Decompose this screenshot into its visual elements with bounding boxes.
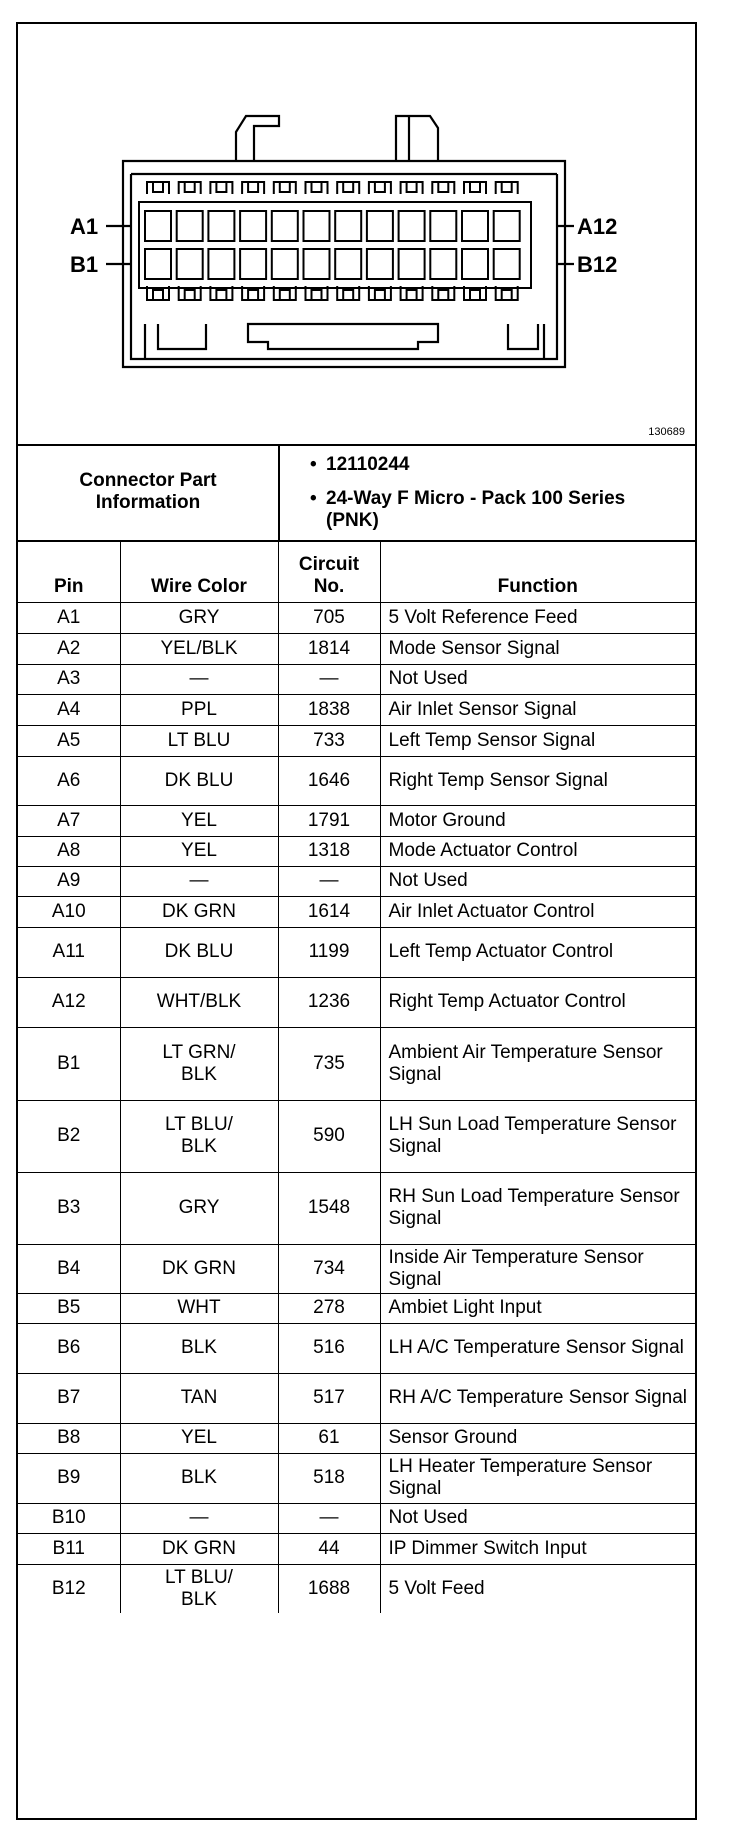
- function-cell: Not Used: [380, 866, 695, 896]
- wire-color-cell: YEL/BLK: [120, 633, 278, 664]
- cavity-b: [430, 249, 456, 279]
- circuit-cell: 44: [278, 1533, 380, 1564]
- circuit-cell: 1548: [278, 1172, 380, 1244]
- pin-cell: B8: [18, 1423, 120, 1453]
- cavity-b: [399, 249, 425, 279]
- wire-color-cell: —: [120, 1503, 278, 1533]
- pin-cell: B9: [18, 1453, 120, 1503]
- cavity-latch-top: [210, 182, 232, 194]
- function-cell: Mode Actuator Control: [380, 836, 695, 866]
- cavity-a: [430, 211, 456, 241]
- part-description-bullet: • 24-Way F Micro - Pack 100 Series (PNK): [310, 488, 646, 532]
- wire-color-cell: YEL: [120, 805, 278, 836]
- circuit-cell: 517: [278, 1373, 380, 1423]
- cavity-latch-top: [401, 182, 423, 194]
- table-row: [18, 1373, 695, 1423]
- cavity-latch-top: [464, 182, 486, 194]
- connector-part-info: [18, 444, 695, 542]
- table-row: [18, 836, 695, 866]
- cavity-a: [494, 211, 520, 241]
- pin-cell: B10: [18, 1503, 120, 1533]
- circuit-cell: 734: [278, 1244, 380, 1293]
- cavity-b: [462, 249, 488, 279]
- circuit-cell: 705: [278, 602, 380, 633]
- part-info-heading: Connector Part Information: [79, 470, 217, 513]
- circuit-cell: 516: [278, 1323, 380, 1373]
- wire-color-cell: YEL: [120, 1423, 278, 1453]
- pin-cell: B2: [18, 1100, 120, 1172]
- part-number-bullet: • 12110244: [310, 454, 646, 476]
- table-row: [18, 1244, 695, 1293]
- table-row: [18, 756, 695, 805]
- wire-color-cell: YEL: [120, 836, 278, 866]
- table-row: [18, 602, 695, 633]
- pin-cell: A5: [18, 725, 120, 756]
- function-cell: RH A/C Temperature Sensor Signal: [380, 1373, 695, 1423]
- table-row: [18, 977, 695, 1027]
- wire-color-cell: LT GRN/ BLK: [120, 1027, 278, 1100]
- cavity-a: [145, 211, 171, 241]
- pin-cell: B1: [18, 1027, 120, 1100]
- function-cell: IP Dimmer Switch Input: [380, 1533, 695, 1564]
- function-cell: Inside Air Temperature Sensor Signal: [380, 1244, 695, 1293]
- pin-cell: A9: [18, 866, 120, 896]
- table-row: [18, 1564, 695, 1613]
- table-row: [18, 1503, 695, 1533]
- circuit-cell: 1838: [278, 694, 380, 725]
- pin-cell: B3: [18, 1172, 120, 1244]
- wire-color-cell: GRY: [120, 1172, 278, 1244]
- cavity-b: [494, 249, 520, 279]
- pin-cell: A3: [18, 664, 120, 694]
- wire-color-cell: GRY: [120, 602, 278, 633]
- cavity-b: [145, 249, 171, 279]
- table-row: [18, 805, 695, 836]
- wire-color-cell: DK GRN: [120, 1533, 278, 1564]
- circuit-cell: 278: [278, 1293, 380, 1323]
- function-cell: Mode Sensor Signal: [380, 633, 695, 664]
- circuit-cell: —: [278, 866, 380, 896]
- table-row: [18, 1293, 695, 1323]
- connector-diagram: [18, 24, 695, 446]
- wire-color-cell: PPL: [120, 694, 278, 725]
- circuit-cell: —: [278, 664, 380, 694]
- part-number: 12110244: [326, 454, 410, 475]
- cavity-latch-top: [147, 182, 169, 194]
- circuit-cell: —: [278, 1503, 380, 1533]
- cavity-a: [335, 211, 361, 241]
- cavity-b: [304, 249, 330, 279]
- wire-color-cell: DK GRN: [120, 896, 278, 927]
- cavity-latch-top: [274, 182, 296, 194]
- table-header-row: [18, 540, 695, 602]
- circuit-cell: 1814: [278, 633, 380, 664]
- table-row: [18, 927, 695, 977]
- cavity-latch-top: [179, 182, 201, 194]
- cavity-b: [177, 249, 203, 279]
- header-circuit-no: Circuit No.: [278, 540, 380, 602]
- connector-document: [16, 22, 697, 1820]
- function-cell: 5 Volt Reference Feed: [380, 602, 695, 633]
- cavity-a: [272, 211, 298, 241]
- wire-color-cell: DK BLU: [120, 756, 278, 805]
- table-row: [18, 725, 695, 756]
- cavity-a: [462, 211, 488, 241]
- function-cell: 5 Volt Feed: [380, 1564, 695, 1613]
- wire-color-cell: WHT: [120, 1293, 278, 1323]
- circuit-cell: 61: [278, 1423, 380, 1453]
- function-cell: Right Temp Sensor Signal: [380, 756, 695, 805]
- table-row: [18, 1323, 695, 1373]
- function-cell: Air Inlet Sensor Signal: [380, 694, 695, 725]
- table-row: [18, 1027, 695, 1100]
- table-row: [18, 896, 695, 927]
- wire-color-cell: TAN: [120, 1373, 278, 1423]
- table-row: [18, 664, 695, 694]
- circuit-cell: 1318: [278, 836, 380, 866]
- wire-color-cell: —: [120, 664, 278, 694]
- function-cell: Left Temp Actuator Control: [380, 927, 695, 977]
- circuit-cell: 1199: [278, 927, 380, 977]
- pin-cell: B7: [18, 1373, 120, 1423]
- pin-cell: B4: [18, 1244, 120, 1293]
- pin-cell: B5: [18, 1293, 120, 1323]
- function-cell: LH Heater Temperature Sensor Signal: [380, 1453, 695, 1503]
- wire-color-cell: —: [120, 866, 278, 896]
- pin-cell: A1: [18, 602, 120, 633]
- table-row: [18, 1100, 695, 1172]
- cavity-b: [272, 249, 298, 279]
- cavity-latch-top: [242, 182, 264, 194]
- function-cell: Not Used: [380, 664, 695, 694]
- header-pin: Pin: [18, 540, 120, 602]
- cavity-a: [367, 211, 393, 241]
- wire-color-cell: BLK: [120, 1453, 278, 1503]
- table-row: [18, 1453, 695, 1503]
- label-b12: B12: [577, 252, 618, 277]
- circuit-cell: 1614: [278, 896, 380, 927]
- function-cell: Air Inlet Actuator Control: [380, 896, 695, 927]
- cavity-latch-top: [432, 182, 454, 194]
- table-row: [18, 694, 695, 725]
- circuit-cell: 590: [278, 1100, 380, 1172]
- table-row: [18, 1423, 695, 1453]
- wire-color-cell: BLK: [120, 1323, 278, 1373]
- cavity-b: [367, 249, 393, 279]
- function-cell: Ambiet Light Input: [380, 1293, 695, 1323]
- header-wire-color: Wire Color: [120, 540, 278, 602]
- cavity-a: [304, 211, 330, 241]
- label-b1: B1: [70, 252, 99, 277]
- table-row: [18, 1172, 695, 1244]
- wire-color-cell: WHT/BLK: [120, 977, 278, 1027]
- pin-cell: A4: [18, 694, 120, 725]
- cavity-a: [208, 211, 234, 241]
- function-cell: Ambient Air Temperature Sensor Signal: [380, 1027, 695, 1100]
- label-a12: A12: [577, 214, 618, 239]
- wire-color-cell: LT BLU/ BLK: [120, 1100, 278, 1172]
- circuit-cell: 1646: [278, 756, 380, 805]
- cavity-a: [240, 211, 266, 241]
- cavity-a: [399, 211, 425, 241]
- pin-cell: A12: [18, 977, 120, 1027]
- pin-cell: B12: [18, 1564, 120, 1613]
- header-function: Function: [380, 540, 695, 602]
- circuit-cell: 1688: [278, 1564, 380, 1613]
- pin-cell: A2: [18, 633, 120, 664]
- wire-color-cell: DK GRN: [120, 1244, 278, 1293]
- table-row: [18, 633, 695, 664]
- function-cell: Motor Ground: [380, 805, 695, 836]
- pin-cell: A7: [18, 805, 120, 836]
- cavity-b: [335, 249, 361, 279]
- function-cell: RH Sun Load Temperature Sensor Signal: [380, 1172, 695, 1244]
- cavity-b: [208, 249, 234, 279]
- cavity-a: [177, 211, 203, 241]
- function-cell: Left Temp Sensor Signal: [380, 725, 695, 756]
- circuit-cell: 1791: [278, 805, 380, 836]
- function-cell: LH A/C Temperature Sensor Signal: [380, 1323, 695, 1373]
- wire-color-cell: LT BLU/ BLK: [120, 1564, 278, 1613]
- part-info-details: [280, 444, 695, 540]
- label-a1: A1: [70, 214, 99, 239]
- cavity-latch-top: [496, 182, 518, 194]
- function-cell: LH Sun Load Temperature Sensor Signal: [380, 1100, 695, 1172]
- pinout-table: [18, 540, 695, 1613]
- function-cell: Sensor Ground: [380, 1423, 695, 1453]
- circuit-cell: 735: [278, 1027, 380, 1100]
- function-cell: Right Temp Actuator Control: [380, 977, 695, 1027]
- circuit-cell: 733: [278, 725, 380, 756]
- table-row: [18, 1533, 695, 1564]
- pin-cell: B11: [18, 1533, 120, 1564]
- circuit-cell: 1236: [278, 977, 380, 1027]
- pin-cell: A10: [18, 896, 120, 927]
- figure-number: 130689: [648, 426, 685, 438]
- pin-cell: A8: [18, 836, 120, 866]
- cavity-latch-top: [306, 182, 328, 194]
- pin-cell: A6: [18, 756, 120, 805]
- part-info-heading-cell: [18, 444, 280, 540]
- wire-color-cell: DK BLU: [120, 927, 278, 977]
- circuit-cell: 518: [278, 1453, 380, 1503]
- wire-color-cell: LT BLU: [120, 725, 278, 756]
- cavity-b: [240, 249, 266, 279]
- cavity-latch-top: [369, 182, 391, 194]
- pin-cell: B6: [18, 1323, 120, 1373]
- pin-cell: A11: [18, 927, 120, 977]
- cavity-latch-top: [337, 182, 359, 194]
- part-description: 24-Way F Micro - Pack 100 Series (PNK): [326, 488, 626, 531]
- function-cell: Not Used: [380, 1503, 695, 1533]
- table-row: [18, 866, 695, 896]
